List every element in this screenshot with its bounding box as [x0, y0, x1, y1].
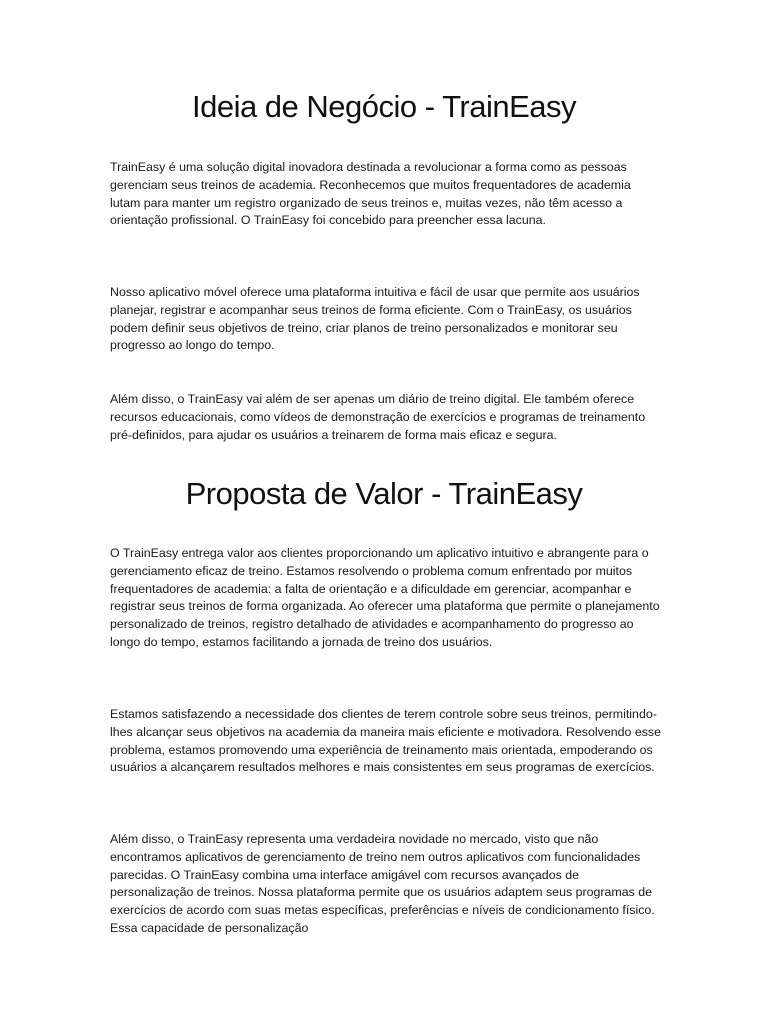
- section-title-business-idea: Ideia de Negócio - TrainEasy: [191, 89, 577, 124]
- paragraph: Além disso, o TrainEasy representa uma verdadeira novidade no mercado, visto que não encontramos aplicativos de gerenciamento de treino nem outros aplicativos com funcionalidades parecidas. O TrainEasy combina uma interface amigável com recursos avançados de personalização de treinos. Nossa plataforma permite que os usuários adaptem seus programas de exercícios de acordo com suas metas específicas, preferências e níveis de condicionamento físico. Essa capacidade de personalização: [110, 832, 655, 935]
- paragraph: O TrainEasy entrega valor aos clientes proporcionando um aplicativo intuitivo e abrangente para o gerenciamento eficaz de treino. Estamos resolvendo o problema comum enfrentado por muitos frequentadores de academia: a falta de orientação e a dificuldade em gerenciar, acompanhar e registrar seus treinos de forma organizada. Ao oferecer uma plataforma que permite o planejamento personalizado de treinos, registro detalhado de atividades e acompanhamento do progresso ao longo do tempo, estamos facilitando a jornada de treino dos usuários.: [110, 546, 660, 649]
- paragraph: Nosso aplicativo móvel oferece uma plataforma intuitiva e fácil de usar que permite aos usuários planejar, registrar e acompanhar seus treinos de forma eficiente. Com o TrainEasy, os usuários podem definir seus objetivos de treino, criar planos de treino personalizados e monitorar seu progresso ao longo do tempo.: [110, 285, 640, 353]
- paragraph: Além disso, o TrainEasy vai além de ser apenas um diário de treino digital. Ele também oferece recursos educacionais, como vídeos de demonstração de exercícios e programas de treinamento pré-definidos, para ajudar os usuários a treinarem de forma mais eficaz e segura.: [110, 392, 646, 442]
- paragraph: TrainEasy é uma solução digital inovadora destinada a revolucionar a forma como as pessoas gerenciam seus treinos de academia. Reconhecemos que muitos frequentadores de academia lutam para manter um registro organizado de seus treinos e, muitas vezes, não têm acesso a orientação profissional. O TrainEasy foi concebido para preencher essa lacuna.: [110, 160, 631, 228]
- section-title-value-proposition: Proposta de Valor - TrainEasy: [185, 476, 583, 511]
- paragraph: Estamos satisfazendo a necessidade dos clientes de terem controle sobre seus treinos, permitindo-lhes alcançar seus objetivos na academia da maneira mais eficiente e motivadora. Resolvendo esse problema, estamos promovendo uma experiência de treinamento mais orientada, empoderando os usuários a alcançarem resultados melhores e mais consistentes em seus programas de exercícios.: [110, 707, 661, 775]
